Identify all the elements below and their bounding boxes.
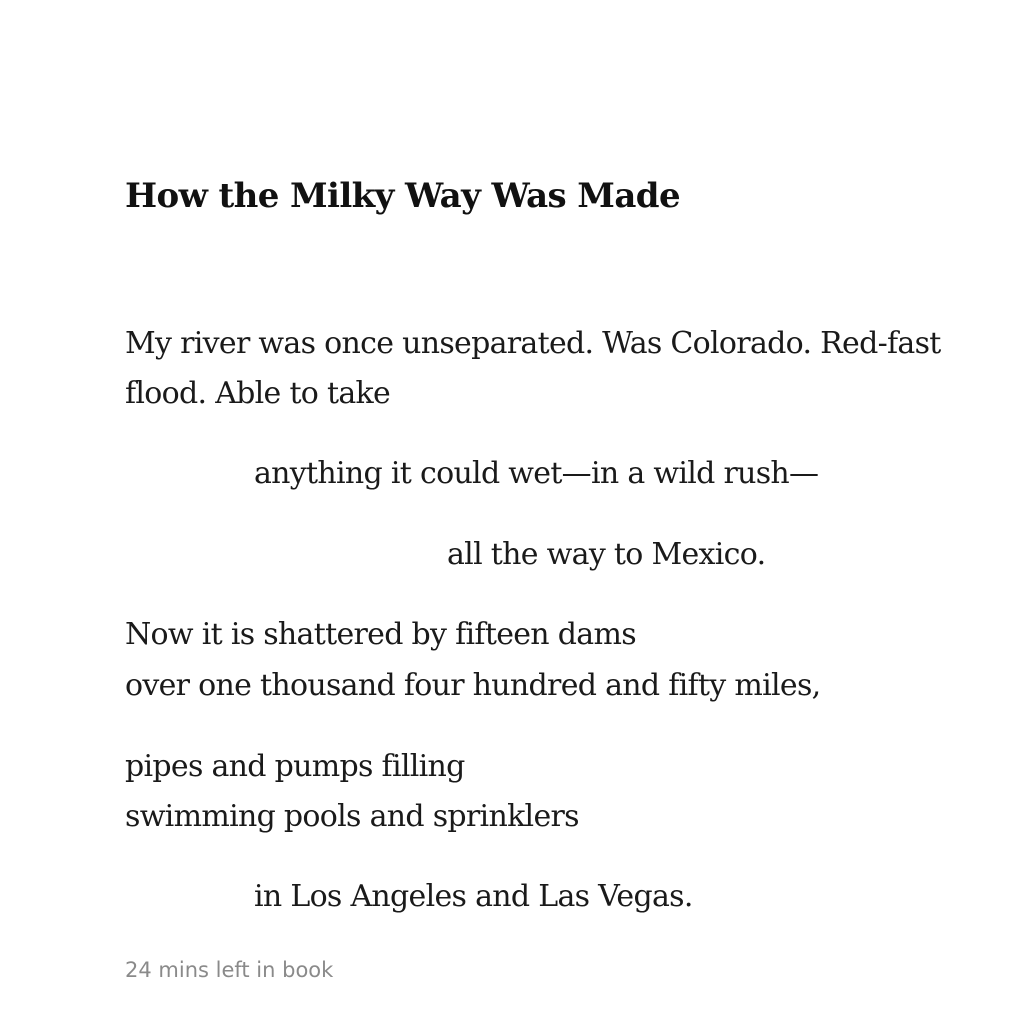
poem-line: flood. Able to take [125, 376, 391, 411]
poem-line: over one thousand four hundred and fifty miles, [125, 668, 821, 703]
poem-line: in Los Angeles and Las Vegas. [254, 879, 693, 914]
poem-line: My river was once unseparated. Was Colorado. Red-fast [125, 326, 941, 361]
poem-line: Now it is shattered by fifteen dams [125, 617, 636, 652]
poem-line: all the way to Mexico. [447, 537, 766, 572]
poem-line: swimming pools and sprinklers [125, 799, 579, 834]
poem-line: pipes and pumps filling [125, 749, 465, 784]
reading-progress[interactable]: 24 mins left in book [125, 958, 334, 982]
chapter-title: How the Milky Way Was Made [125, 176, 680, 216]
poem-line: anything it could wet—in a wild rush— [254, 456, 819, 491]
